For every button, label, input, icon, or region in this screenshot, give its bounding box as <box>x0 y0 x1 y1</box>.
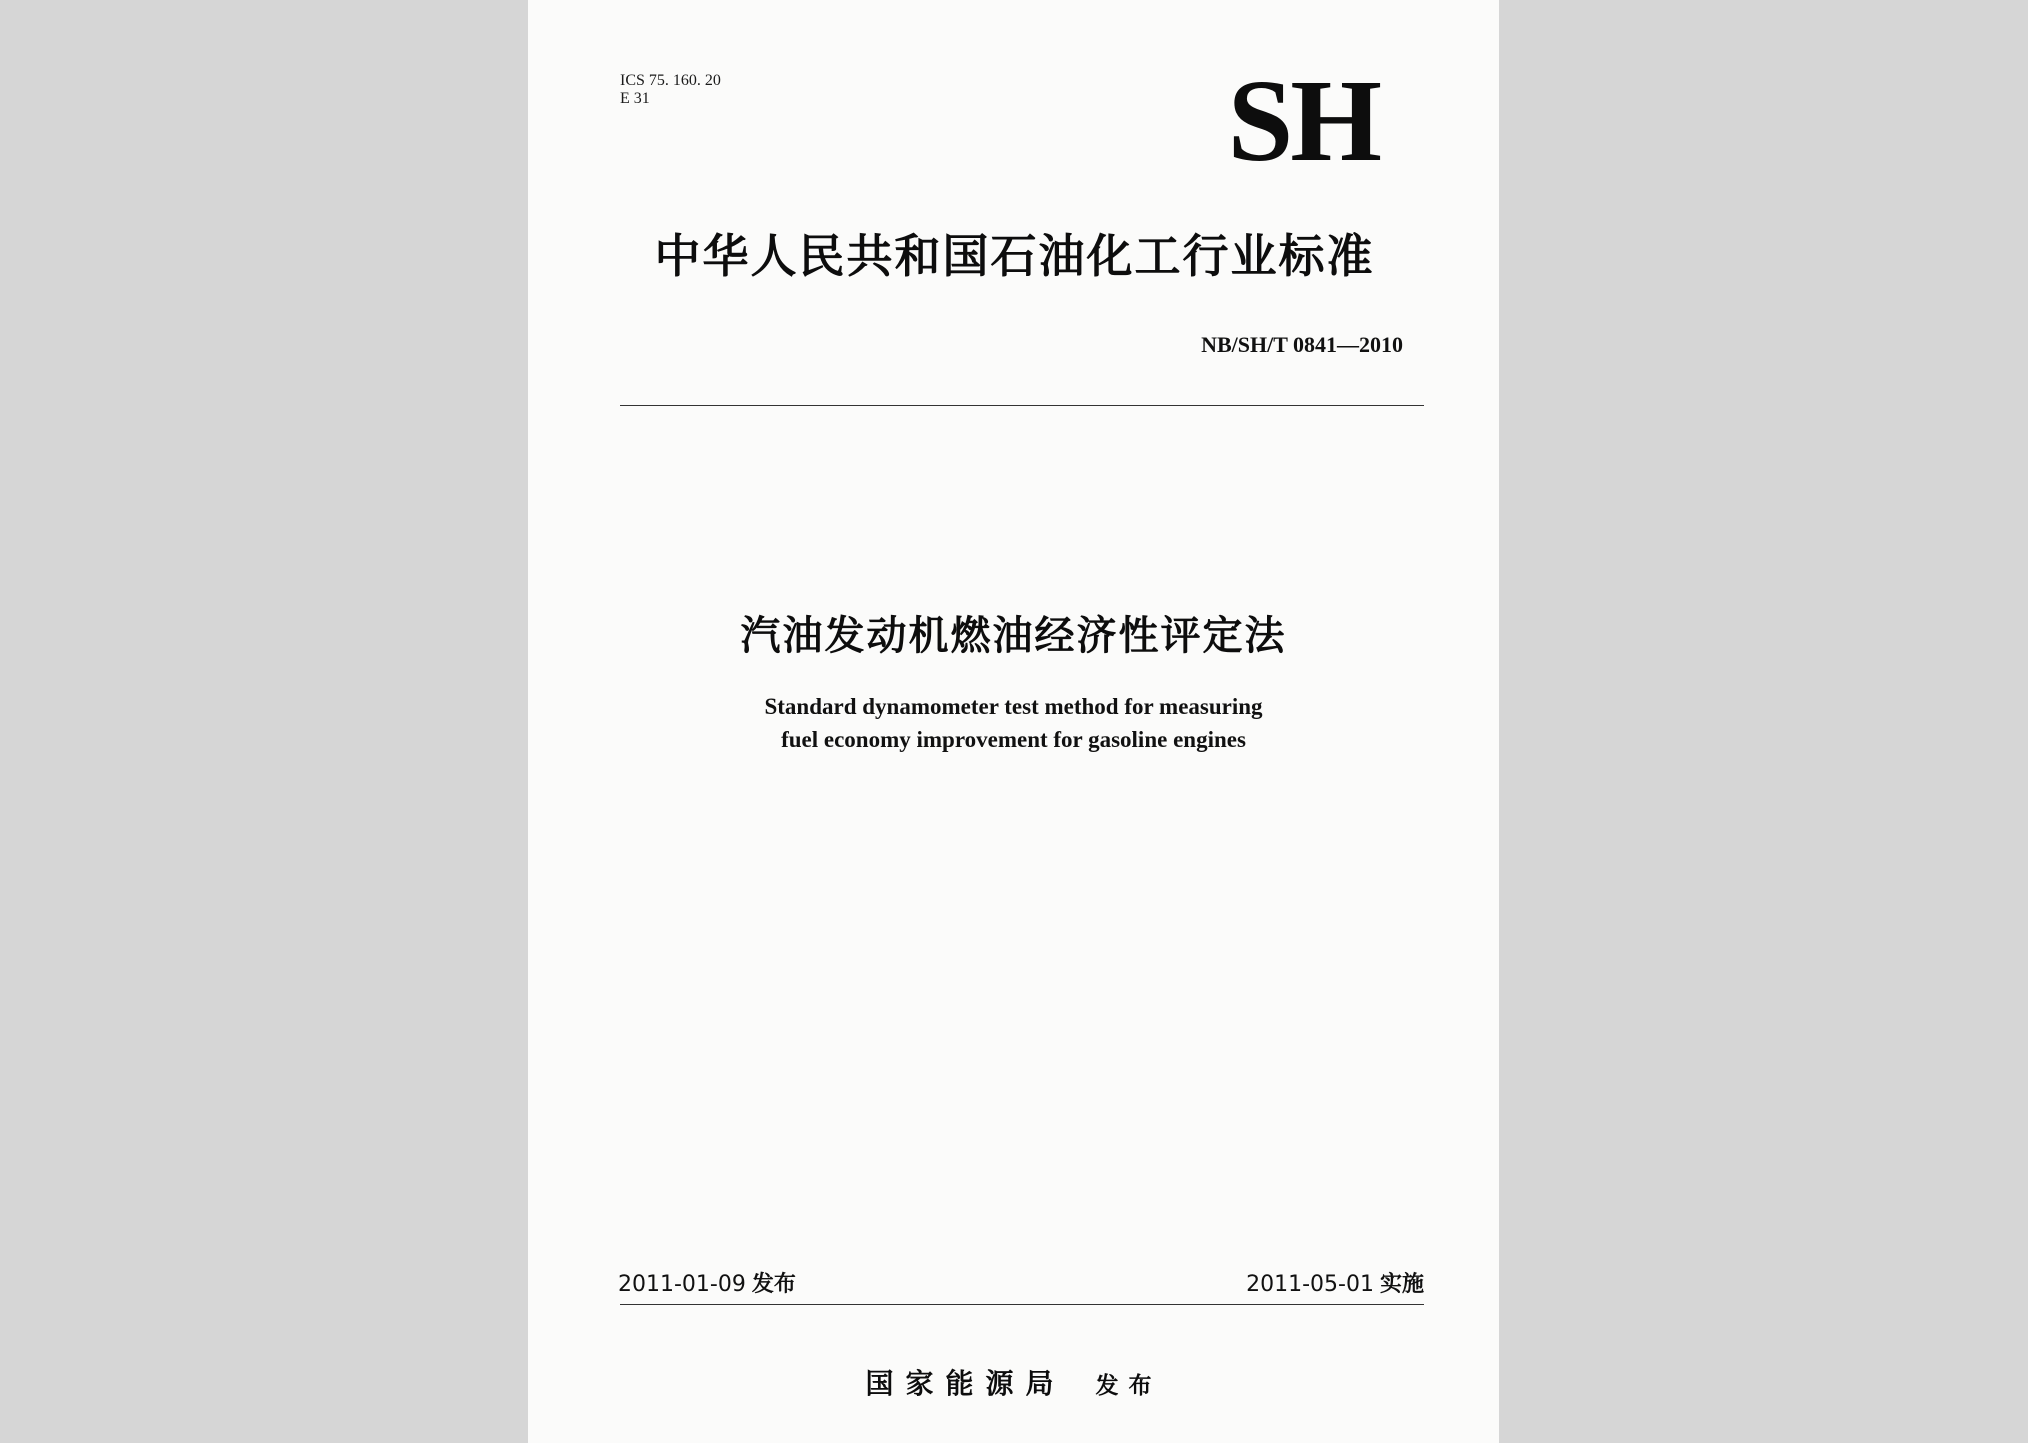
issue-date: 2011-01-09 <box>618 1272 746 1297</box>
standard-number: NB/SH/T 0841—2010 <box>1201 332 1403 357</box>
title-english-line-2: fuel economy improvement for gasoline engines <box>781 727 1246 752</box>
document-title-chinese: 汽油发动机燃油经济性评定法 <box>740 613 1287 659</box>
ics-code: ICS 75. 160. 20 <box>620 72 721 89</box>
effective-date-block <box>1246 1267 1424 1298</box>
effective-date: 2011-05-01 <box>1246 1272 1374 1297</box>
title-english-line-1: Standard dynamometer test method for measuring <box>764 694 1263 719</box>
publisher-line <box>528 1362 1499 1402</box>
issue-date-block <box>618 1267 796 1298</box>
classification-code: E 31 <box>620 90 650 107</box>
organization-title: 中华人民共和国石油化工行业标准 <box>654 229 1375 283</box>
footer-divider <box>620 1304 1424 1305</box>
effective-label: 实施 <box>1379 1272 1424 1297</box>
issue-label: 发布 <box>751 1272 796 1297</box>
classification-block <box>620 72 721 108</box>
publisher-name: 国家能源局 <box>865 1367 1066 1400</box>
document-cover-page <box>528 0 1499 1443</box>
header-divider <box>620 405 1424 406</box>
document-title-english <box>528 690 1499 756</box>
sh-logo: SH <box>1227 55 1379 186</box>
publisher-action: 发布 <box>1095 1373 1162 1399</box>
